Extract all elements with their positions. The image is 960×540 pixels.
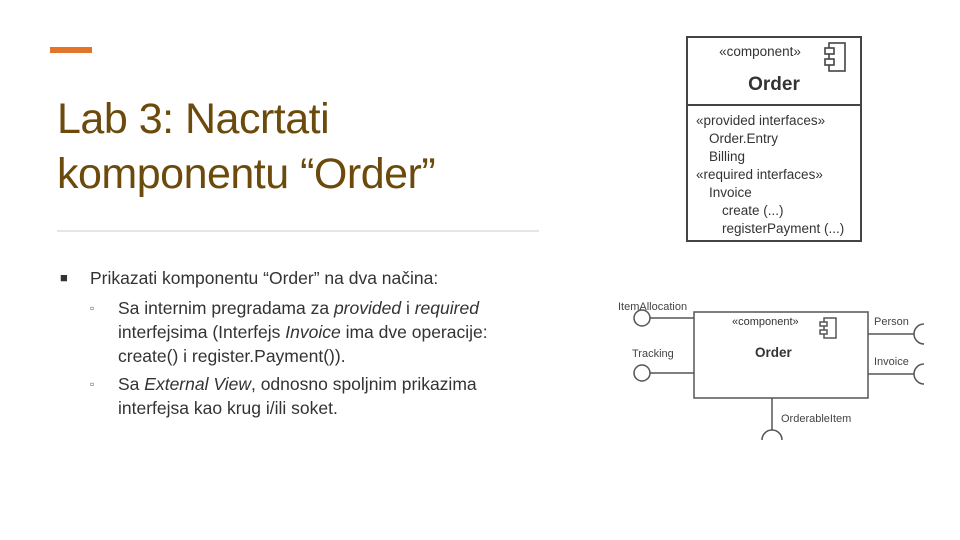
required-interfaces-header: «required interfaces»	[696, 167, 823, 182]
sub-bullet-1	[88, 296, 550, 368]
required-interface-socket-icon	[914, 324, 924, 344]
sub-bullet-1-italic-invoice: Invoice	[285, 322, 341, 342]
component-stereotype: «component»	[719, 44, 801, 59]
bullet-main	[60, 266, 550, 290]
operation-item: create (...)	[722, 203, 784, 218]
sub-bullet-1-text-a: Sa internim pregradama za	[118, 298, 334, 318]
hollow-square-bullet-icon: ▫	[90, 301, 95, 315]
label-item-allocation: ItemAllocation	[618, 301, 688, 313]
sub-bullet-2-text-b: , odnosno spoljnim prikazima interfejsa kao krug i/ili soket.	[118, 374, 477, 418]
label-tracking: Tracking	[632, 348, 674, 360]
accent-bar	[50, 47, 92, 53]
component-header	[688, 38, 860, 106]
provided-interface-item: Billing	[709, 149, 746, 164]
label-person: Person	[874, 316, 909, 328]
component-diagram-internal	[686, 36, 862, 242]
sub-bullet-1-italic-provided: provided	[333, 298, 402, 318]
required-interface-socket-icon	[914, 364, 924, 384]
label-invoice: Invoice	[874, 356, 909, 368]
hollow-square-bullet-icon: ▫	[90, 377, 95, 391]
uml-component-icon	[824, 42, 846, 72]
uml-component-icon	[824, 318, 836, 338]
bullet-list	[60, 266, 550, 424]
bullet-main-text: Prikazati komponentu “Order” na dva načina:	[90, 268, 439, 288]
square-bullet-icon: ■	[60, 270, 68, 285]
sub-bullet-list	[88, 296, 550, 420]
sub-bullet-1-italic-required: required	[414, 298, 479, 318]
label-orderable-item: OrderableItem	[781, 413, 852, 425]
component-compartment	[688, 106, 860, 238]
operation-item: registerPayment (...)	[722, 221, 845, 236]
sub-bullet-1-text-c: interfejsima (Interfejs	[118, 322, 286, 342]
provided-interface-item: Order.Entry	[709, 131, 779, 146]
provided-interfaces-header: «provided interfaces»	[696, 113, 826, 128]
sub-bullet-1-text-b: i	[401, 298, 415, 318]
sub-bullet-2-italic-external-view: External View	[144, 374, 251, 394]
external-component-name: Order	[755, 345, 792, 360]
sub-bullet-2-text-a: Sa	[118, 374, 145, 394]
sub-bullet-2	[88, 372, 550, 420]
required-interface-socket-icon	[762, 430, 782, 440]
component-diagram-external	[612, 292, 960, 460]
title-line-2: komponentu “Order”	[57, 150, 436, 198]
required-interface-item: Invoice	[709, 185, 752, 200]
title-divider	[57, 230, 539, 232]
provided-interface-ball-icon	[634, 365, 650, 381]
component-name: Order	[748, 74, 800, 95]
sub-bullet-1-text-d: ima dve operacije: create() i register.Payment()).	[118, 322, 488, 366]
external-component-stereotype: «component»	[732, 316, 799, 328]
title-line-1: Lab 3: Nacrtati	[57, 95, 330, 143]
page-title	[57, 92, 547, 202]
